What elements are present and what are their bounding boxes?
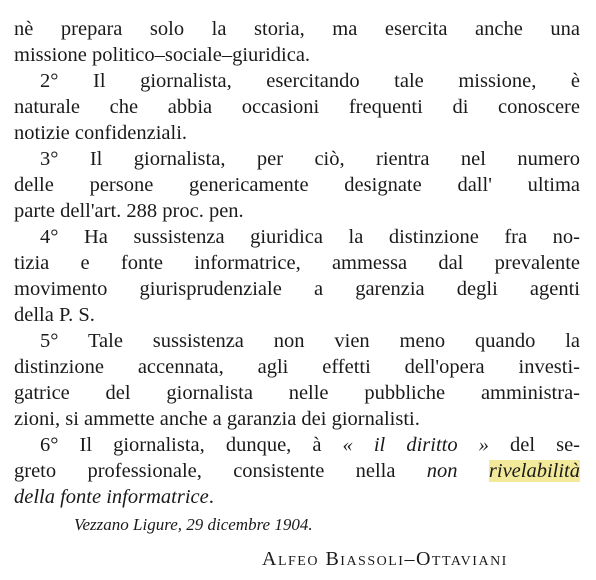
text-run: « il diritto » bbox=[342, 434, 489, 456]
text-line bbox=[14, 198, 580, 224]
text-run: 2° Il giornalista, esercitando tale missione, è bbox=[40, 70, 580, 92]
text-run: della P. S. bbox=[14, 304, 95, 326]
text-run: tizia e fonte informatrice, ammessa dal prevalente bbox=[14, 252, 580, 274]
text-line bbox=[14, 328, 580, 354]
text-run: parte dell'art. 288 proc. pen. bbox=[14, 200, 244, 222]
text-run: greto professionale, consistente nella bbox=[14, 460, 427, 482]
text-line bbox=[14, 68, 580, 94]
text-line bbox=[14, 484, 580, 510]
text-run: del se- bbox=[488, 434, 580, 456]
text-run: 4° Ha sussistenza giuridica la distinzione fra no- bbox=[40, 226, 580, 248]
text-run: zioni, si ammette anche a garanzia dei giornalisti. bbox=[14, 408, 420, 430]
text-line bbox=[14, 432, 580, 458]
text-run: notizie confidenziali. bbox=[14, 122, 188, 144]
text-run: 5° Tale sussistenza non vien meno quando la bbox=[40, 330, 580, 352]
text-line bbox=[14, 406, 580, 432]
text-line bbox=[14, 16, 580, 42]
text-run: nè prepara solo la storia, ma esercita anche una bbox=[14, 18, 580, 40]
text-line bbox=[14, 354, 580, 380]
text-line bbox=[14, 172, 580, 198]
text-line bbox=[14, 224, 580, 250]
text-line bbox=[14, 94, 580, 120]
text-line bbox=[14, 120, 580, 146]
text-run: 3° Il giornalista, per ciò, rientra nel numero bbox=[40, 148, 580, 170]
text-run: movimento giurisprudenziale a garenzia degli agenti bbox=[14, 278, 580, 300]
text-run: . bbox=[208, 486, 214, 508]
text-run: 6° Il giornalista, dunque, à bbox=[40, 434, 343, 456]
text-run: distinzione accennata, agli effetti dell'opera investi- bbox=[14, 356, 580, 378]
place-date: Vezzano Ligure, 29 dicembre 1904. bbox=[74, 515, 313, 534]
highlighted-word: rivelabilità bbox=[488, 460, 580, 482]
text-run: naturale che abbia occasioni frequenti di conoscere bbox=[14, 96, 580, 118]
text-line bbox=[14, 302, 580, 328]
text-run: missione politico–sociale–giuridica. bbox=[14, 44, 311, 66]
text-line bbox=[14, 42, 580, 68]
text-line bbox=[14, 380, 580, 406]
author-signature: Alfeo Biassoli–Ottaviani bbox=[262, 548, 508, 570]
text-line bbox=[14, 276, 580, 302]
text-run: delle persone genericamente designate dall' ultima bbox=[14, 174, 580, 196]
text-line bbox=[14, 458, 580, 484]
text-run: gatrice del giornalista nelle pubbliche amministra- bbox=[14, 382, 580, 404]
text-run bbox=[458, 460, 489, 482]
text-line bbox=[14, 250, 580, 276]
text-run: della fonte informatrice bbox=[14, 486, 209, 508]
text-run: non bbox=[426, 460, 458, 482]
text-line bbox=[14, 146, 580, 172]
